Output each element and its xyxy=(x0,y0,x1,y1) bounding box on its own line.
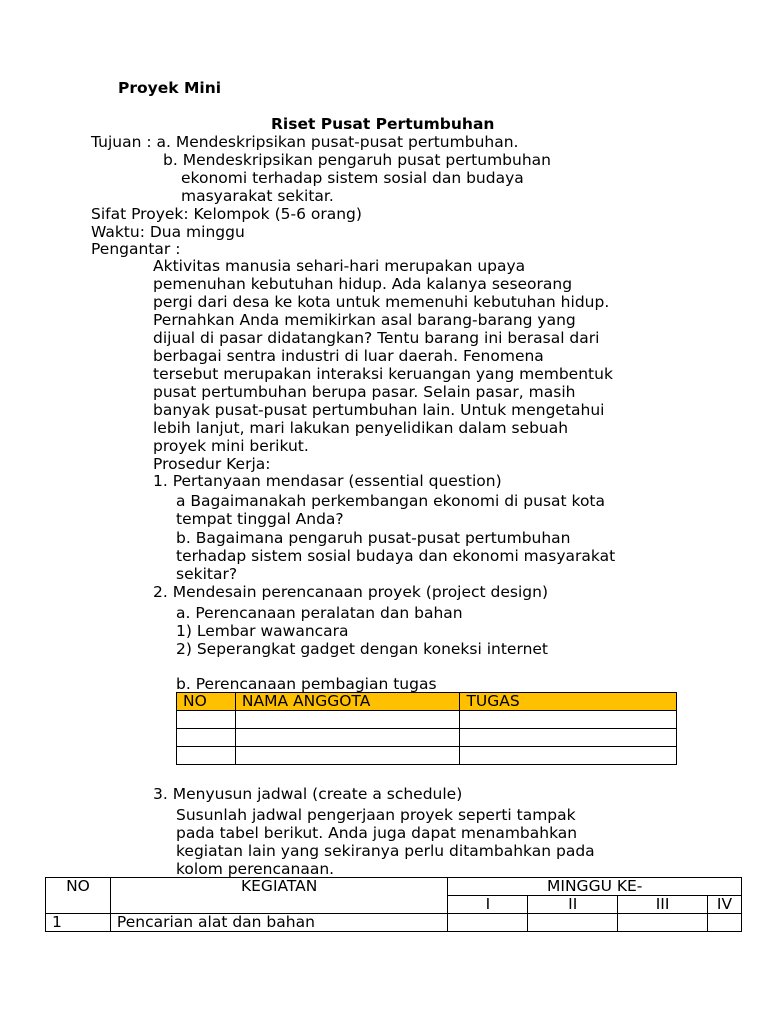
intro-line: pergi dari desa ke kota untuk memenuhi kebutuhan hidup. xyxy=(153,293,610,311)
question-b-line3: sekitar? xyxy=(176,565,238,583)
schedule-table xyxy=(45,877,742,932)
table-cell xyxy=(235,729,460,747)
table-cell xyxy=(177,729,236,747)
intro-line: banyak pusat-pusat pertumbuhan lain. Untuk mengetahui xyxy=(153,401,605,419)
question-a-line2: tempat tinggal Anda? xyxy=(176,510,344,528)
intro-paragraph xyxy=(153,257,693,455)
design-item-1: 1) Lembar wawancara xyxy=(176,622,349,640)
design-b: b. Perencanaan pembagian tugas xyxy=(176,675,437,693)
table-cell xyxy=(460,729,677,747)
question-b-line2: terhadap sistem sosial budaya dan ekonomi masyarakat xyxy=(176,547,616,565)
week-header: II xyxy=(528,896,618,914)
pengantar-heading: Pengantar : xyxy=(91,240,181,258)
sifat-proyek: Sifat Proyek: Kelompok (5-6 orang) xyxy=(91,205,362,223)
row-kegiatan: Pencarian alat dan bahan xyxy=(110,914,448,932)
week-header: IV xyxy=(707,896,741,914)
tujuan-b-line1: b. Mendeskripsikan pengaruh pusat pertumbuhan xyxy=(163,151,551,169)
question-a-line1: a Bagaimanakah perkembangan ekonomi di pusat kota xyxy=(176,492,606,510)
table-cell xyxy=(618,914,708,932)
schedule-line: kolom perencanaan. xyxy=(176,860,335,878)
table-row xyxy=(177,729,677,747)
table-cell xyxy=(235,711,460,729)
table-row xyxy=(46,914,742,932)
table-cell xyxy=(177,711,236,729)
step-1: 1. Pertanyaan mendasar (essential question) xyxy=(153,472,502,490)
table-cell xyxy=(177,747,236,765)
page-title: Riset Pusat Pertumbuhan xyxy=(271,115,495,133)
intro-line: lebih lanjut, mari lakukan penyelidikan dalam sebuah xyxy=(153,419,569,437)
intro-line: pusat pertumbuhan berupa pasar. Selain pasar, masih xyxy=(153,383,576,401)
header-no: NO xyxy=(46,878,111,914)
intro-line: pemenuhan kebutuhan hidup. Ada kalanya seseorang xyxy=(153,275,573,293)
header-no: NO xyxy=(177,693,236,711)
header-nama-anggota: NAMA ANGGOTA xyxy=(235,693,460,711)
intro-line: Pernahkan Anda memikirkan asal barang-barang yang xyxy=(153,311,576,329)
question-b-line1: b. Bagaimana pengaruh pusat-pusat pertumbuhan xyxy=(176,529,571,547)
header-kegiatan: KEGIATAN xyxy=(110,878,448,914)
project-label: Proyek Mini xyxy=(118,79,222,97)
intro-line: Aktivitas manusia sehari-hari merupakan upaya xyxy=(153,257,526,275)
header-tugas: TUGAS xyxy=(460,693,677,711)
tujuan-b-line2: ekonomi terhadap sistem sosial dan budaya xyxy=(181,169,524,187)
schedule-line: kegiatan lain yang sekiranya perlu ditambahkan pada xyxy=(176,842,595,860)
intro-line: berbagai sentra industri di luar daerah. Fenomena xyxy=(153,347,544,365)
schedule-header-row xyxy=(46,878,742,896)
table-cell xyxy=(460,747,677,765)
table-cell xyxy=(460,711,677,729)
table-header-row xyxy=(177,693,677,711)
table-cell xyxy=(448,914,528,932)
step-3: 3. Menyusun jadwal (create a schedule) xyxy=(153,785,463,803)
row-no: 1 xyxy=(46,914,111,932)
table-row xyxy=(177,747,677,765)
week-header: III xyxy=(618,896,708,914)
header-minggu-ke: MINGGU KE- xyxy=(448,878,742,896)
intro-line: proyek mini berikut. xyxy=(153,437,309,455)
table-cell xyxy=(707,914,741,932)
design-a: a. Perencanaan peralatan dan bahan xyxy=(176,604,463,622)
table-row xyxy=(177,711,677,729)
intro-line: dijual di pasar didatangkan? Tentu barang ini berasal dari xyxy=(153,329,600,347)
schedule-line: Susunlah jadwal pengerjaan proyek seperti tampak xyxy=(176,806,576,824)
week-header: I xyxy=(448,896,528,914)
prosedur-heading: Prosedur Kerja: xyxy=(153,455,271,473)
task-division-table xyxy=(176,692,677,765)
design-item-2: 2) Seperangkat gadget dengan koneksi internet xyxy=(176,640,548,658)
tujuan-a: Tujuan : a. Mendeskripsikan pusat-pusat pertumbuhan. xyxy=(91,133,519,151)
table-cell xyxy=(528,914,618,932)
table-cell xyxy=(235,747,460,765)
waktu: Waktu: Dua minggu xyxy=(91,223,245,241)
intro-line: tersebut merupakan interaksi keruangan yang membentuk xyxy=(153,365,613,383)
step-2: 2. Mendesain perencanaan proyek (project design) xyxy=(153,583,549,601)
schedule-line: pada tabel berikut. Anda juga dapat menambahkan xyxy=(176,824,578,842)
tujuan-b-line3: masyarakat sekitar. xyxy=(181,187,334,205)
